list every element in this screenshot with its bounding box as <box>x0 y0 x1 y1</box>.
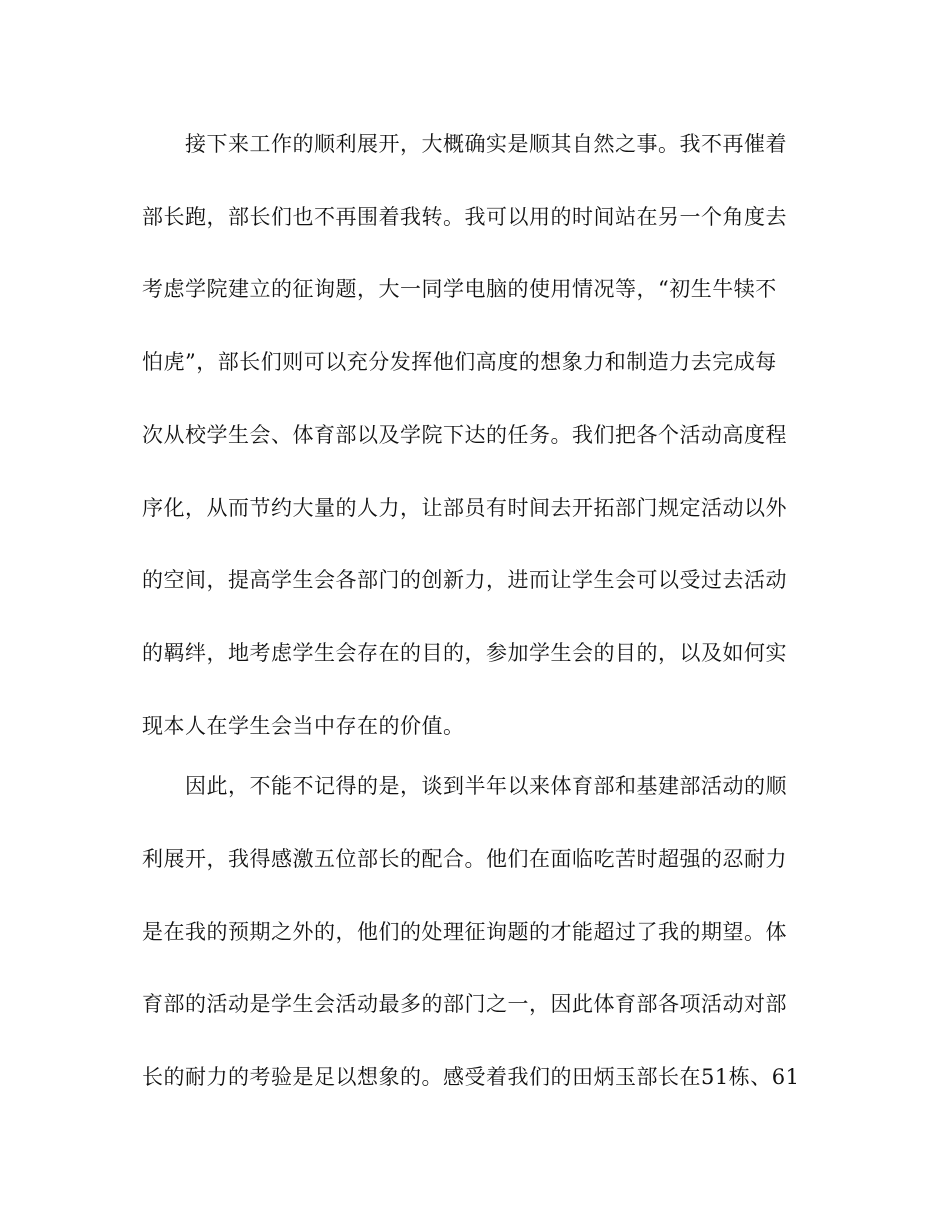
paragraph-line: 接下来工作的顺利展开，大概确实是顺其自然之事。我不再催着 <box>185 132 787 156</box>
paragraph-line: 次从校学生会、体育部以及学院下达的任务。我们把各个活动高度程 <box>142 423 787 447</box>
paragraph-line: 因此，不能不记得的是，谈到半年以来体育部和基建部活动的顺 <box>185 774 787 798</box>
paragraph-line: 利展开，我得感激五位部长的配合。他们在面临吃苦时超强的忍耐力 <box>142 847 787 871</box>
paragraph-line: 现本人在学生会当中存在的价值。 <box>142 714 465 738</box>
paragraph-line: 序化，从而节约大量的人力，让部员有时间去开拓部门规定活动以外 <box>142 496 787 520</box>
paragraph-line: 考虑学院建立的征询题，大一同学电脑的使用情况等，“初生牛犊不 <box>142 277 777 301</box>
paragraph-line: 的空间，提高学生会各部门的创新力，进而让学生会可以受过去活动 <box>142 568 787 592</box>
paragraph-line: 部长跑，部长们也不再围着我转。我可以用的时间站在另一个角度去 <box>142 205 787 229</box>
paragraph-line: 长的耐力的考验是足以想象的。感受着我们的田炳玉部长在51栋、61 <box>142 1065 800 1089</box>
paragraph-line: 的羁绊，地考虑学生会存在的目的，参加学生会的目的，以及如何实 <box>142 641 787 665</box>
paragraph-line: 育部的活动是学生会活动最多的部门之一，因此体育部各项活动对部 <box>142 992 787 1016</box>
paragraph-line: 怕虎”，部长们则可以充分发挥他们高度的想象力和制造力去完成每 <box>142 350 777 374</box>
paragraph-line: 是在我的预期之外的，他们的处理征询题的才能超过了我的期望。体 <box>142 920 787 944</box>
